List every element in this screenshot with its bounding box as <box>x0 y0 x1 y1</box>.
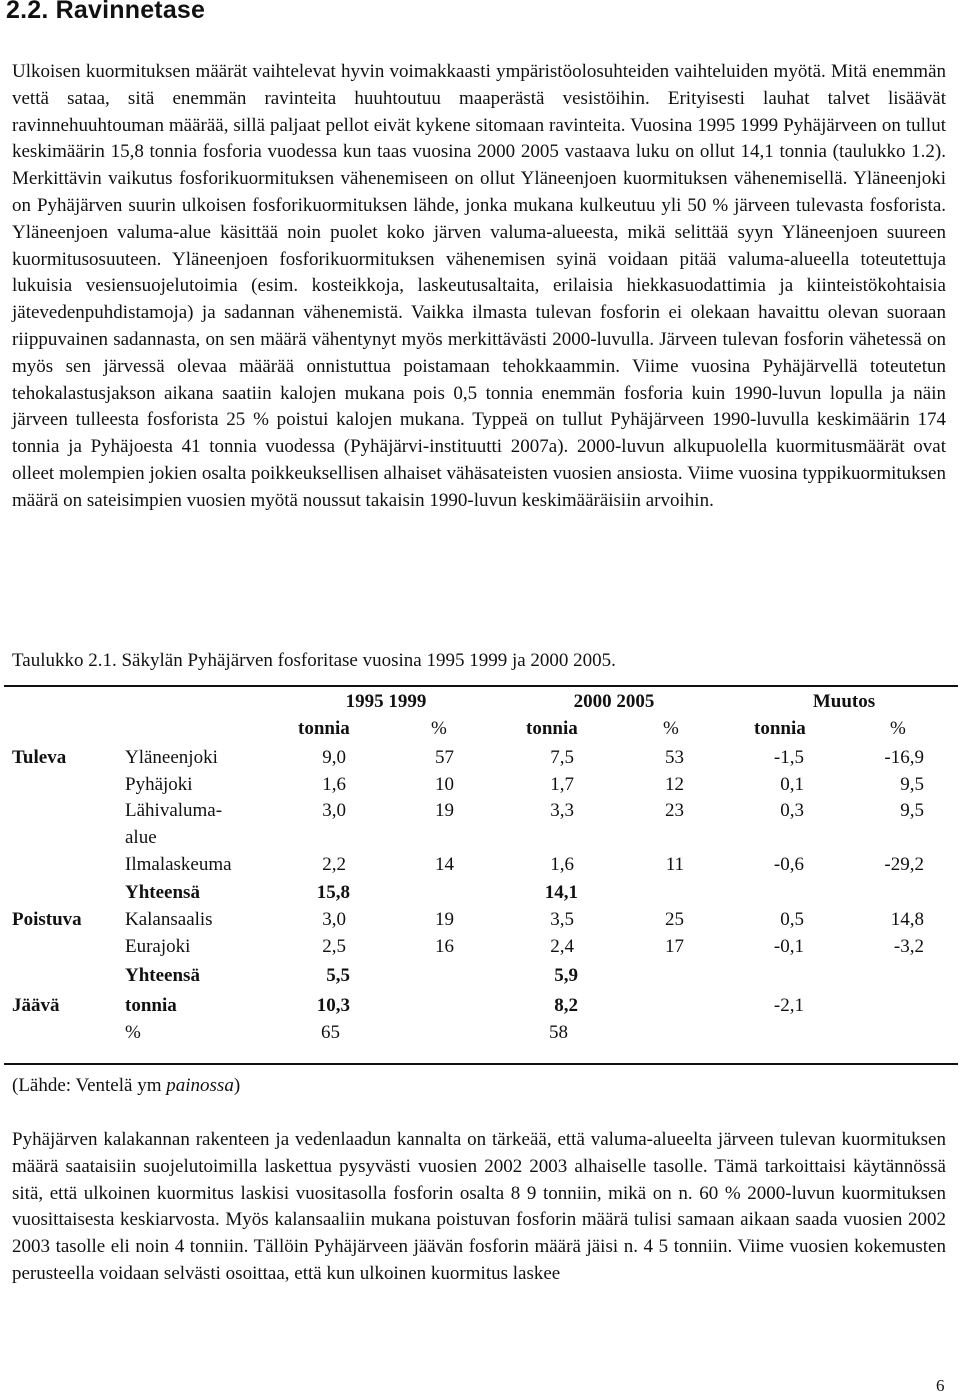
page-number: 6 <box>936 1376 945 1395</box>
table-cell: 11 <box>665 854 684 875</box>
table-cell: 12 <box>665 774 684 795</box>
source-prefix: (Lähde: Ventelä ym <box>12 1075 167 1096</box>
table-cell: 14 <box>435 854 454 875</box>
period-header-3: Muutos <box>812 691 876 712</box>
unit-header-pct-3: % <box>890 718 906 739</box>
table-cell: 9,5 <box>900 774 924 795</box>
table-bottom-rule <box>4 1063 958 1065</box>
table-cell-total: 5,9 <box>554 965 578 986</box>
table-cell: 58 <box>549 1022 568 1043</box>
table-cell: 0,3 <box>780 800 804 821</box>
row-label: % <box>125 1022 141 1043</box>
unit-header-pct-1: % <box>431 718 447 739</box>
source-italic: painossa <box>166 1075 234 1096</box>
table-cell: 9,0 <box>322 747 346 768</box>
period-header-1: 1995 1999 <box>345 691 427 712</box>
table-cell-total: 14,1 <box>544 882 578 903</box>
table-top-rule <box>4 685 958 687</box>
table-cell: -0,6 <box>773 854 804 875</box>
table-cell: -0,1 <box>773 936 804 957</box>
table-cell: 1,6 <box>550 854 574 875</box>
table-cell: 23 <box>665 800 684 821</box>
table-cell: 3,0 <box>322 800 346 821</box>
group-label-jaava: Jäävä <box>12 995 60 1016</box>
table-cell: -16,9 <box>884 747 924 768</box>
table-cell: 65 <box>321 1022 340 1043</box>
table-cell: 17 <box>665 936 684 957</box>
row-label: Pyhäjoki <box>125 774 193 795</box>
table-cell: 1,6 <box>322 774 346 795</box>
row-label: Kalansaalis <box>125 909 213 930</box>
table-cell: 3,0 <box>322 909 346 930</box>
table-cell: 9,5 <box>900 800 924 821</box>
table-cell: -29,2 <box>884 854 924 875</box>
row-label: Lähivaluma- <box>125 800 223 821</box>
table-cell: 10 <box>435 774 454 795</box>
table-cell: 57 <box>435 747 454 768</box>
table-cell: 25 <box>665 909 684 930</box>
table-cell: 0,5 <box>780 909 804 930</box>
row-label-total: Yhteensä <box>125 965 200 986</box>
unit-header-pct-2: % <box>663 718 679 739</box>
table-cell: 19 <box>435 800 454 821</box>
table-cell: -1,5 <box>773 747 804 768</box>
period-header-2: 2000 2005 <box>573 691 655 712</box>
table-cell: 1,7 <box>550 774 574 795</box>
table-cell-total: 8,2 <box>554 995 578 1016</box>
unit-header-tonnia-2: tonnia <box>526 718 578 739</box>
table-cell: 14,8 <box>890 909 924 930</box>
row-label-continuation: alue <box>125 827 157 848</box>
paragraph-conclusion: Pyhäjärven kalakannan rakenteen ja vedenlaadun kannalta on tärkeää, että valuma-alueelta järveen tulevan kuormituksen määrä saataisiin suojelutoimilla laskettua pysyvästi vuosien 2002 2003 alhaiselle tasolle. Tämä tarkoittaisi käytännössä sitä, että ulkoinen kuormitus laskisi vuositasolla fosforin osalta 8 9 tonniin, mikä on n. 60 % 2000-luvun kuormituksen vuosittaisesta keskiarvosta. Myös kalansaaliin mukana poistuvan fosforin määrä tulisi samaan aikaan saada vuosien 2002 2003 tasolle eli noin 4 tonniin. Tällöin Pyhäjärveen jäävän fosforin määrä jäisi n. 4 5 tonniin. Viime vuosien kokemusten perusteella voidaan selvästi osoittaa, että kun ulkoinen kuormitus laskee <box>12 1129 946 1284</box>
table-cell: -2,1 <box>773 995 804 1016</box>
unit-header-tonnia-3: tonnia <box>754 718 806 739</box>
section-heading: 2.2. Ravinnetase <box>6 0 206 24</box>
table-cell: 3,3 <box>550 800 574 821</box>
row-label-total: Yhteensä <box>125 882 200 903</box>
row-label: Eurajoki <box>125 936 191 957</box>
table-cell: 0,1 <box>780 774 804 795</box>
unit-header-tonnia-1: tonnia <box>298 718 350 739</box>
row-label: Yläneenjoki <box>125 747 218 768</box>
source-suffix: ) <box>233 1075 241 1096</box>
table-cell-total: 15,8 <box>316 882 350 903</box>
table-cell-total: 5,5 <box>326 965 350 986</box>
table-cell: 19 <box>435 909 454 930</box>
table-caption: Taulukko 2.1. Säkylän Pyhäjärven fosforitase vuosina 1995 1999 ja 2000 2005. <box>12 650 616 671</box>
table-cell: 2,2 <box>322 854 346 875</box>
table-source <box>12 1073 240 1099</box>
paragraph-intro: Ulkoisen kuormituksen määrät vaihtelevat hyvin voimakkaasti ympäristöolosuhteiden vaihteluiden myötä. Mitä enemmän vettä sataa, sitä enemmän ravinteita huuhtoutuu maaperästä vesistöihin. Erityisesti lauhat talvet lisäävät ravinnehuuhtouman määrää, sillä paljaat pellot eivät kykene sitomaan ravinteita. Vuosina 1995 1999 Pyhäjärveen on tullut keskimäärin 15,8 tonnia fosforia vuodessa kun taas vuosina 2000 2005 vastaava luku on ollut 14,1 tonnia (taulukko 1.2). Merkittävin vaikutus fosforikuormituksen vähenemiseen on ollut Yläneenjoen kuormituksen vähenemisellä. Yläneenjoki on Pyhäjärven suurin ulkoisen fosforikuormituksen lähde, jonka mukana kulkeutuu yli 50 % järveen tulevasta fosforista. Yläneenjoen valuma-alue käsittää noin puolet koko järven valuma-alueesta, mikä selittää syyn Yläneenjoen suureen kuormitusosuuteen. Yläneenjoen fosforikuormituksen vähenemisen syinä voidaan pitää valuma-alueella toteutettuja lukuisia vesiensuojelutoimia (esim. kosteikkoja, laskeutusaltaita, erilaisia hiekkasuodattimia ja kiinteistökohtaisia jätevedenpuhdistamoja) ja sadannan vähenemistä. Vaikka ilmasta tulevan fosforin ei olekaan havaittu olevan suoraan riippuvainen sadannasta, on sen määrä vähentynyt myös merkittävästi 2000-luvulla. Järveen tulevan fosforin vähetessä on myös sen järvessä olevaa määrää onnistuttua poistamaan tehokkaammin. Viime vuosina Pyhäjärvellä toteutetun tehokalastusjakson aikana saatiin kalojen mukana pois 0,5 tonnia enemmän fosforia kuin 1990-luvun lopulla ja näin järveen tulleesta fosforista 25 % poistui kalojen mukana. Typpeä on tullut Pyhäjärveen 1990-luvulla keskimäärin 174 tonnia ja Pyhäjoesta 41 tonnia vuodessa (Pyhäjärvi-instituutti 2007a). 2000-luvun alkupuolella kuormitusmäärät ovat olleet molempien jokien osalta poikkeuksellisen alhaiset vähäsateisten vuosien ansiosta. Viime vuosina typpikuormituksen määrä on sateisimpien vuosien myötä noussut takaisin 1990-luvun keskimääräisiin arvoihin. <box>12 61 946 511</box>
group-label-tuleva: Tuleva <box>12 747 67 768</box>
table-cell: 53 <box>665 747 684 768</box>
row-label: Ilmalaskeuma <box>125 854 232 875</box>
table-cell: 2,5 <box>322 936 346 957</box>
table-cell: 3,5 <box>550 909 574 930</box>
group-label-poistuva: Poistuva <box>12 909 82 930</box>
table-cell: 16 <box>435 936 454 957</box>
table-cell: 7,5 <box>550 747 574 768</box>
table-cell-total: 10,3 <box>316 995 350 1016</box>
table-cell: -3,2 <box>893 936 924 957</box>
row-label: tonnia <box>125 995 177 1016</box>
table-cell: 2,4 <box>550 936 574 957</box>
